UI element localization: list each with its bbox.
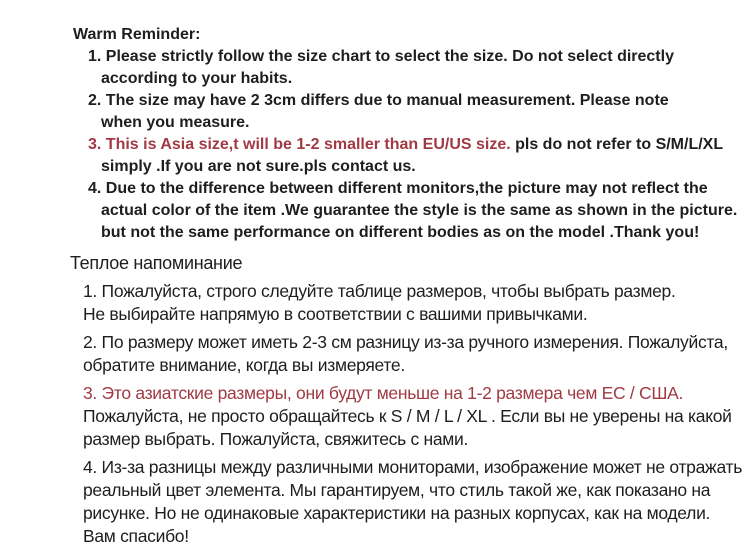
russian-item-1-line-1: 1. Пожалуйста, строго следуйте таблице размеров, чтобы выбрать размер.	[83, 281, 676, 301]
russian-item-4-line-2: реальный цвет элемента. Мы гарантируем, что стиль такой же, как показано на	[83, 480, 711, 500]
russian-heading: Теплое напоминание	[70, 253, 243, 273]
english-reminder-section	[0, 0, 750, 244]
russian-item-2	[83, 331, 750, 377]
russian-item-4-line-3: рисунке. Но не одинаковые характеристики на разных корпусах, как на модели.	[83, 503, 711, 523]
russian-item-1	[83, 280, 750, 326]
russian-item-2-line-2: обратите внимание, когда вы измеряете.	[83, 355, 405, 375]
russian-item-4-line-4: Вам спасибо!	[83, 526, 189, 546]
russian-item-3	[83, 382, 750, 451]
english-item-4-line-3: but not the same performance on different bodies as on the model .Thank you!	[101, 224, 700, 241]
russian-item-3-line-3: размер выбрать. Пожалуйста, свяжитесь с нами.	[83, 429, 469, 449]
russian-item-4	[83, 456, 750, 548]
english-item-3-red-text: 3. This is Asia size,t will be 1-2 smaller than EU/US size.	[88, 136, 511, 153]
english-heading: Warm Reminder:	[73, 26, 201, 43]
english-item-1-line-1: 1. Please strictly follow the size chart to select the size. Do not select directly	[88, 48, 674, 65]
russian-reminder-section	[0, 252, 750, 548]
russian-item-1-line-2: Не выбирайте напрямую в соответствии с вашими привычками.	[83, 304, 588, 324]
russian-item-3-red-line: 3. Это азиатские размеры, они будут меньше на 1-2 размера чем ЕС / США.	[83, 383, 684, 403]
russian-item-4-line-1: 4. Из-за разницы между различными мониторами, изображение может не отражать	[83, 457, 743, 477]
english-item-1-line-2: according to your habits.	[101, 70, 293, 87]
russian-item-3-line-2: Пожалуйста, не просто обращайтесь к S / M / L / XL . Если вы не уверены на какой	[83, 406, 732, 426]
english-item-4-line-2: actual color of the item .We guarantee the style is the same as shown in the picture.	[101, 202, 738, 219]
english-item-4	[88, 178, 750, 244]
english-items	[88, 46, 750, 244]
english-item-3-line-2: simply .If you are not sure.pls contact us.	[101, 158, 416, 175]
russian-items	[83, 280, 750, 548]
english-item-3-line-1	[88, 134, 750, 156]
english-item-3-black-text: pls do not refer to S/M/L/XL	[510, 136, 724, 153]
english-item-2	[88, 90, 750, 134]
english-item-3	[88, 134, 750, 178]
english-item-4-line-1: 4. Due to the difference between different monitors,the picture may not reflect the	[88, 180, 708, 197]
russian-item-2-line-1: 2. По размеру может иметь 2-3 см разницу из-за ручного измерения. Пожалуйста,	[83, 332, 728, 352]
english-item-1	[88, 46, 750, 90]
english-item-2-line-1: 2. The size may have 2 3cm differs due to manual measurement. Please note	[88, 92, 669, 109]
english-item-2-line-2: when you measure.	[101, 114, 250, 131]
